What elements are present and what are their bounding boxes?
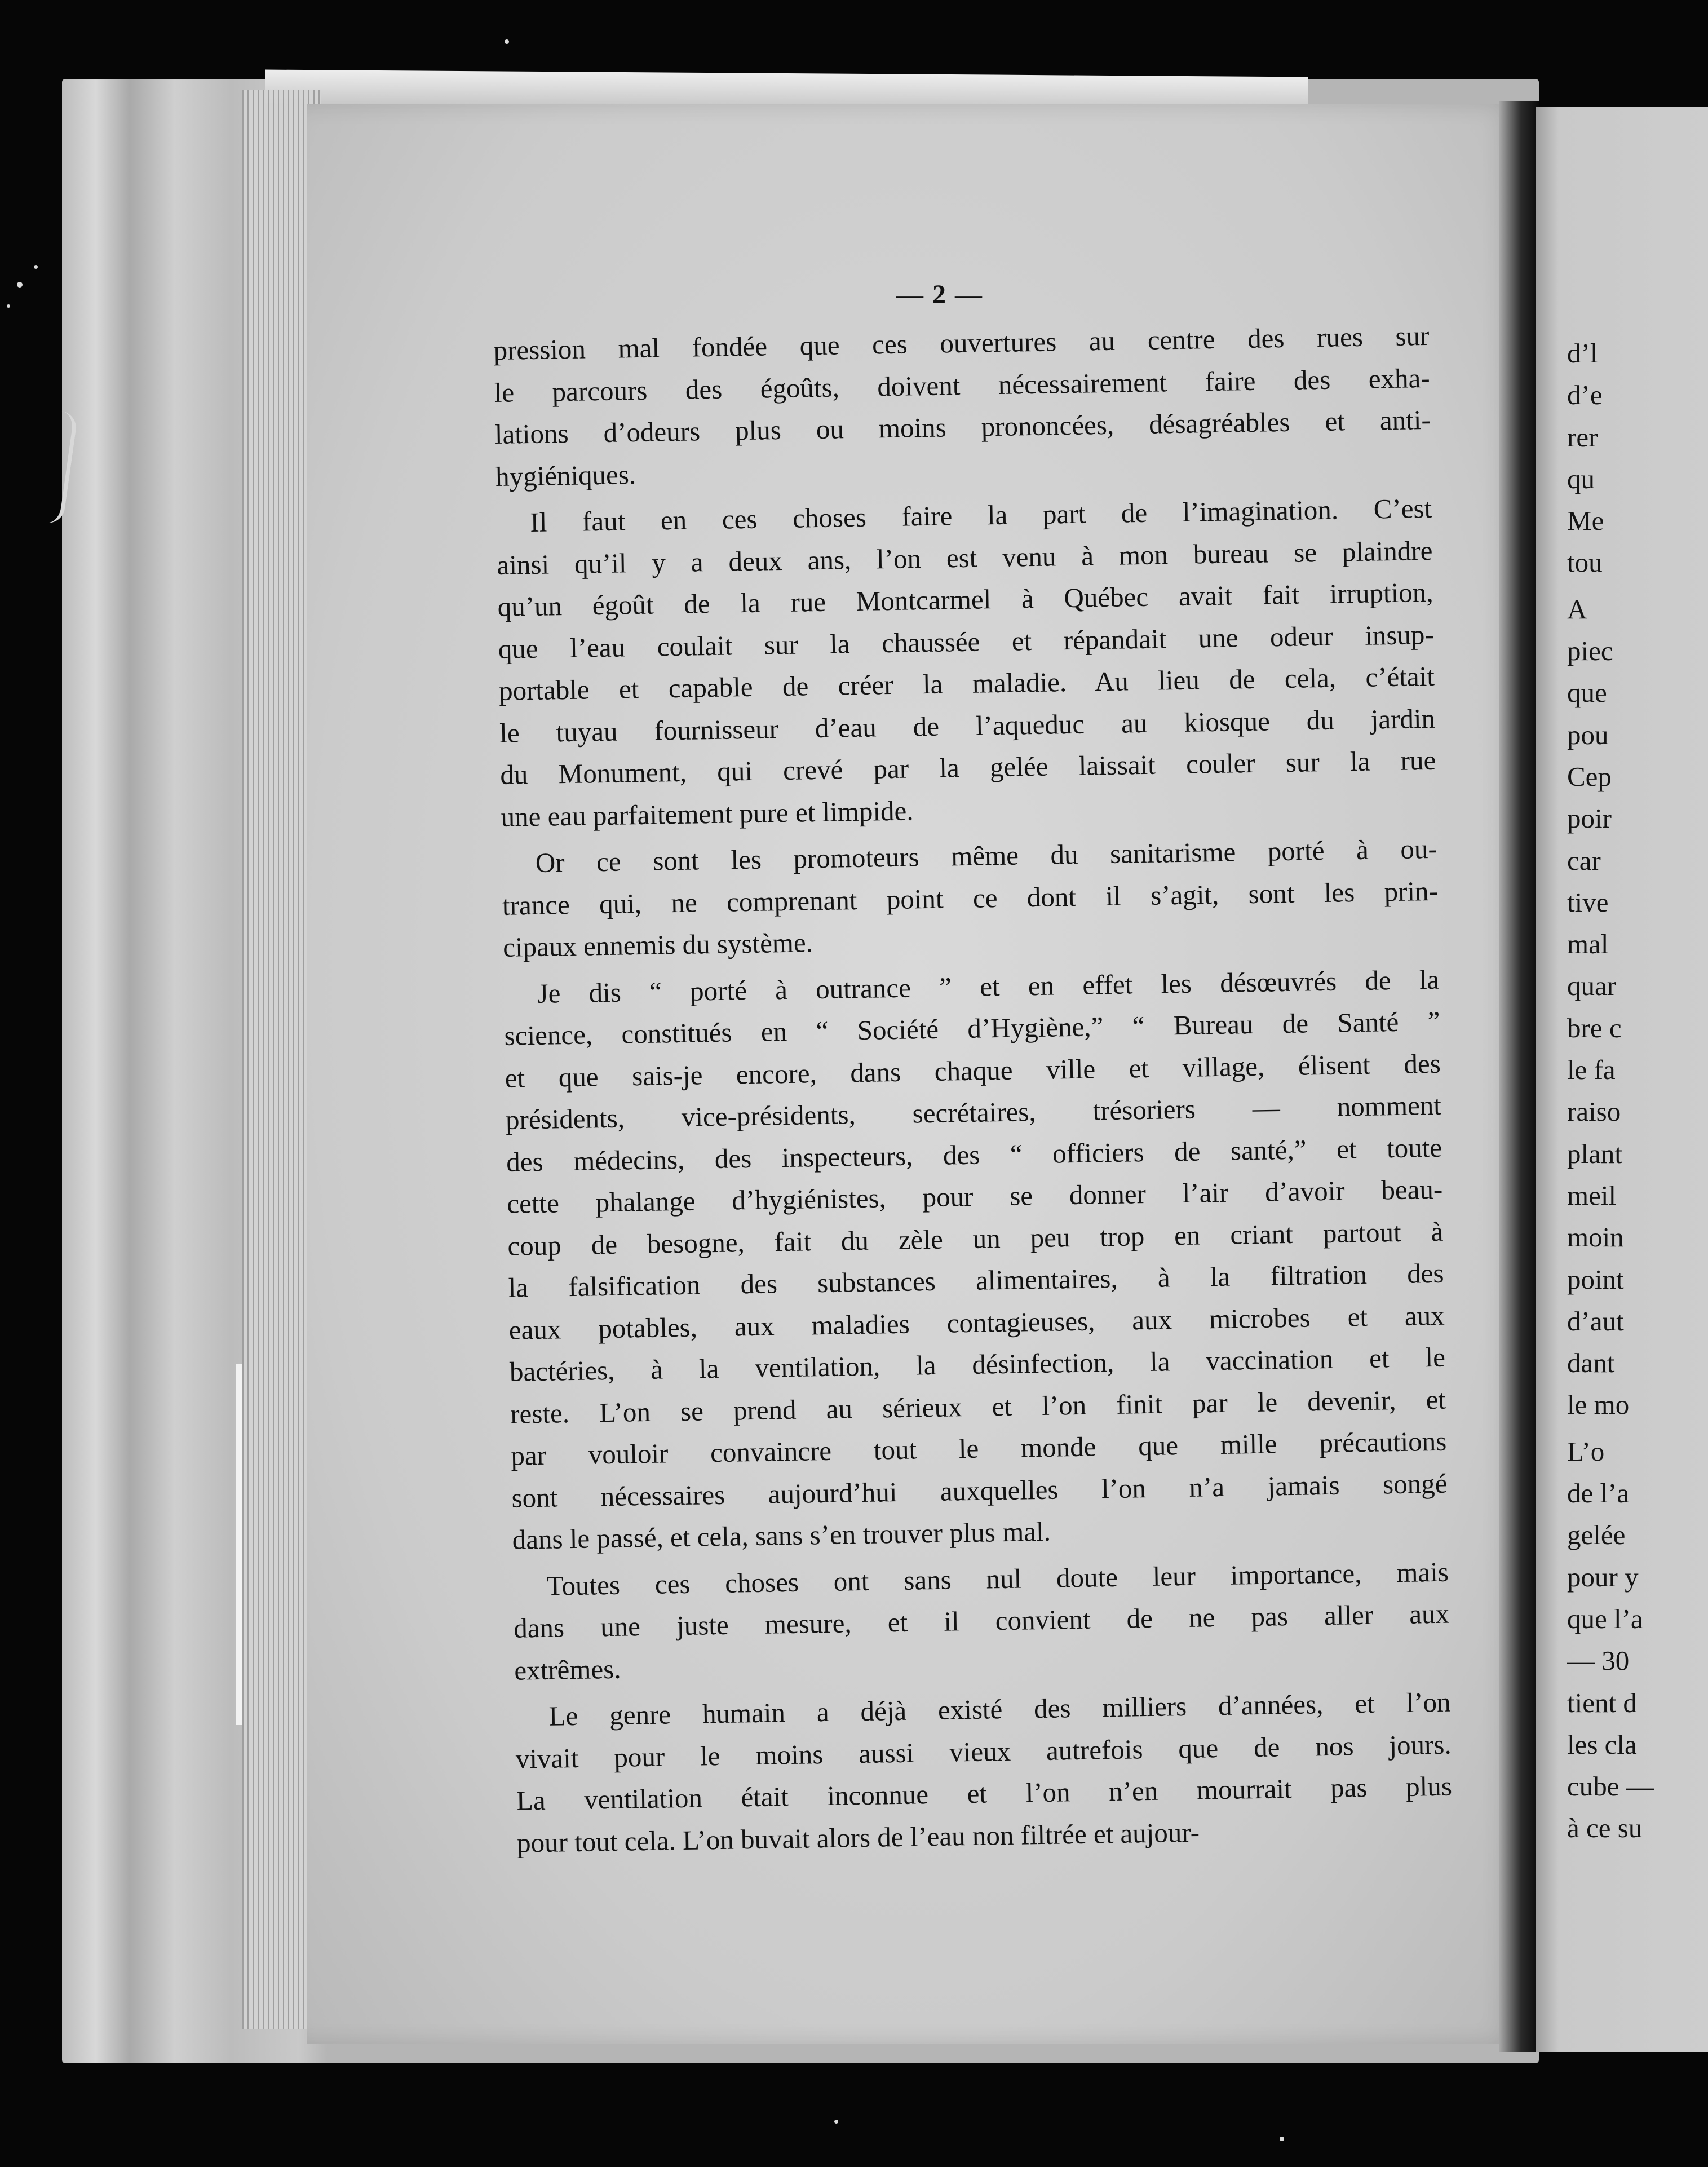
- facing-text-fragment: rer: [1567, 421, 1598, 453]
- facing-text-fragment: que: [1567, 677, 1607, 709]
- text-line: cette phalange d’hygiénistes, pour se donner l’air d’avoir beau-: [506, 1173, 1443, 1219]
- text-line: hygiéniques.: [495, 458, 636, 492]
- facing-text-fragment: pour y: [1567, 1561, 1639, 1593]
- text-line: la falsification des substances alimentaires, à la filtration des: [508, 1257, 1444, 1303]
- facing-text-fragment: les cla: [1567, 1728, 1637, 1760]
- facing-text-fragment: raiso: [1567, 1096, 1621, 1127]
- dust-speck: [1280, 2137, 1284, 2141]
- dust-speck: [834, 2120, 838, 2124]
- facing-text-fragment: tive: [1567, 886, 1609, 918]
- text-line: dans une juste mesure, et il convient de ne pas aller aux: [513, 1598, 1450, 1644]
- text-line: extrêmes.: [514, 1653, 621, 1686]
- facing-text-fragment: à ce su: [1567, 1812, 1643, 1844]
- facing-text-fragment: — 30: [1567, 1645, 1630, 1677]
- text-line: Je dis “ porté à outrance ” et en effet les désœuvrés de la: [537, 963, 1440, 1009]
- text-line: portable et capable de créer la maladie. Au lieu de cela, c’était: [498, 660, 1435, 706]
- facing-text-fragment: d’l: [1567, 338, 1598, 369]
- text-line: cipaux ennemis du système.: [502, 927, 813, 963]
- text-line: sont nécessaires aujourd’hui auxquelles l’on n’a jamais songé: [511, 1467, 1448, 1514]
- text-line: une eau parfaitement pure et limpide.: [501, 794, 914, 833]
- facing-text-fragment: le fa: [1567, 1054, 1616, 1086]
- text-line: eaux potables, aux maladies contagieuses, aux microbes et aux: [508, 1299, 1445, 1346]
- facing-text-fragment: A: [1567, 593, 1587, 625]
- facing-page-text: [1567, 333, 1654, 1850]
- facing-text-fragment: tou: [1567, 547, 1603, 578]
- paragraph: [493, 315, 1431, 498]
- facing-text-fragment: tient d: [1567, 1687, 1637, 1718]
- text-line: La ventilation était inconnue et l’on n’en mourrait pas plus: [516, 1770, 1453, 1816]
- facing-text-fragment: qu: [1567, 463, 1595, 494]
- paragraph: [512, 1551, 1450, 1692]
- text-line: pression mal fondée que ces ouvertures au centre des rues sur: [493, 320, 1430, 366]
- page-number: — 2 —: [896, 280, 983, 309]
- facing-text-fragment: gelée: [1567, 1519, 1626, 1551]
- facing-text-fragment: piec: [1567, 635, 1613, 667]
- facing-text-fragment: bre c: [1567, 1012, 1622, 1043]
- dust-speck: [7, 304, 10, 308]
- facing-text-fragment: meil: [1567, 1179, 1617, 1211]
- text-line: reste. L’on se prend au sérieux et l’on finit par le devenir, et: [510, 1383, 1446, 1430]
- text-line: coup de besogne, fait du zèle un peu trop en criant partout à: [507, 1215, 1444, 1262]
- facing-text-fragment: poir: [1567, 803, 1612, 834]
- text-line: Le genre humain a déjà existé des milliers d’années, et l’on: [548, 1686, 1451, 1732]
- paragraph: [496, 488, 1437, 838]
- facing-text-fragment: cube —: [1567, 1771, 1654, 1802]
- facing-text-fragment: d’e: [1567, 379, 1603, 411]
- facing-text-fragment: car: [1567, 844, 1601, 876]
- text-line: pour tout cela. L’on buvait alors de l’eau non filtrée et aujour-: [516, 1816, 1200, 1859]
- text-line: que l’eau coulait sur la chaussée et répandait une odeur insup-: [498, 618, 1435, 665]
- text-line: Il faut en ces choses faire la part de l’imagination. C’est: [529, 492, 1432, 538]
- text-line: présidents, vice-présidents, secrétaires, trésoriers — nomment: [505, 1089, 1442, 1135]
- facing-text-fragment: quar: [1567, 970, 1617, 1002]
- text-line: des médecins, des inspecteurs, des “ officiers de santé,” et toute: [506, 1131, 1442, 1178]
- text-line: le tuyau fournisseur d’eau de l’aqueduc au kiosque du jardin: [499, 702, 1436, 749]
- facing-text-fragment: point: [1567, 1263, 1624, 1295]
- facing-text-fragment: L’o: [1567, 1435, 1605, 1467]
- paragraph: [503, 958, 1448, 1561]
- text-line: ainsi qu’il y a deux ans, l’on est venu à mon bureau se plaindre: [497, 534, 1433, 581]
- text-line: vivait pour le moins aussi vieux autrefois que de nos jours.: [515, 1728, 1452, 1775]
- text-line: le parcours des égoûts, doivent nécessairement faire des exha-: [494, 362, 1430, 408]
- text-line: bactéries, à la ventilation, la désinfection, la vaccination et le: [509, 1341, 1446, 1387]
- book-gutter: [1499, 101, 1539, 2052]
- facing-text-fragment: Me: [1567, 505, 1604, 537]
- paragraph: [515, 1682, 1453, 1864]
- text-line: par vouloir convaincre tout le monde que mille précautions: [510, 1425, 1447, 1471]
- text-line: science, constitués en “ Société d’Hygiène,” “ Bureau de Santé ”: [504, 1005, 1440, 1051]
- facing-text-fragment: le mo: [1567, 1389, 1630, 1421]
- facing-text-fragment: dant: [1567, 1347, 1615, 1379]
- text-line: Toutes ces choses ont sans nul doute leur importance, mais: [546, 1556, 1449, 1602]
- facing-text-fragment: plant: [1567, 1138, 1622, 1169]
- dust-speck: [505, 39, 509, 44]
- text-line: et que sais-je encore, dans chaque ville et village, élisent des: [505, 1047, 1441, 1094]
- text-line: Or ce sont les promoteurs même du sanitarisme porté à ou-: [535, 833, 1438, 878]
- facing-text-fragment: pou: [1567, 719, 1609, 750]
- dust-speck: [34, 265, 38, 269]
- facing-text-fragment: moin: [1567, 1222, 1624, 1253]
- text-line: du Monument, qui crevé par la gelée laissait couler sur la rue: [499, 744, 1436, 790]
- facing-page: [1536, 107, 1708, 2052]
- text-line: lations d’odeurs plus ou moins prononcées, désagréables et anti-: [494, 404, 1431, 450]
- facing-text-fragment: d’aut: [1567, 1305, 1624, 1337]
- text-line: dans le passé, et cela, sans s’en trouver plus mal.: [512, 1515, 1051, 1555]
- paragraph: [501, 828, 1439, 969]
- facing-text-fragment: de l’a: [1567, 1478, 1630, 1509]
- page-body-text: [493, 315, 1453, 1864]
- page-edge-highlight: [236, 1364, 242, 1725]
- facing-text-fragment: Cep: [1567, 760, 1612, 792]
- text-line: trance qui, ne comprenant point ce dont il s’agit, sont les prin-: [502, 875, 1439, 921]
- facing-text-fragment: que l’a: [1567, 1603, 1643, 1634]
- facing-text-fragment: mal: [1567, 928, 1609, 960]
- dust-speck: [17, 282, 23, 288]
- text-line: qu’un égoût de la rue Montcarmel à Québec avait fait irruption,: [497, 576, 1433, 622]
